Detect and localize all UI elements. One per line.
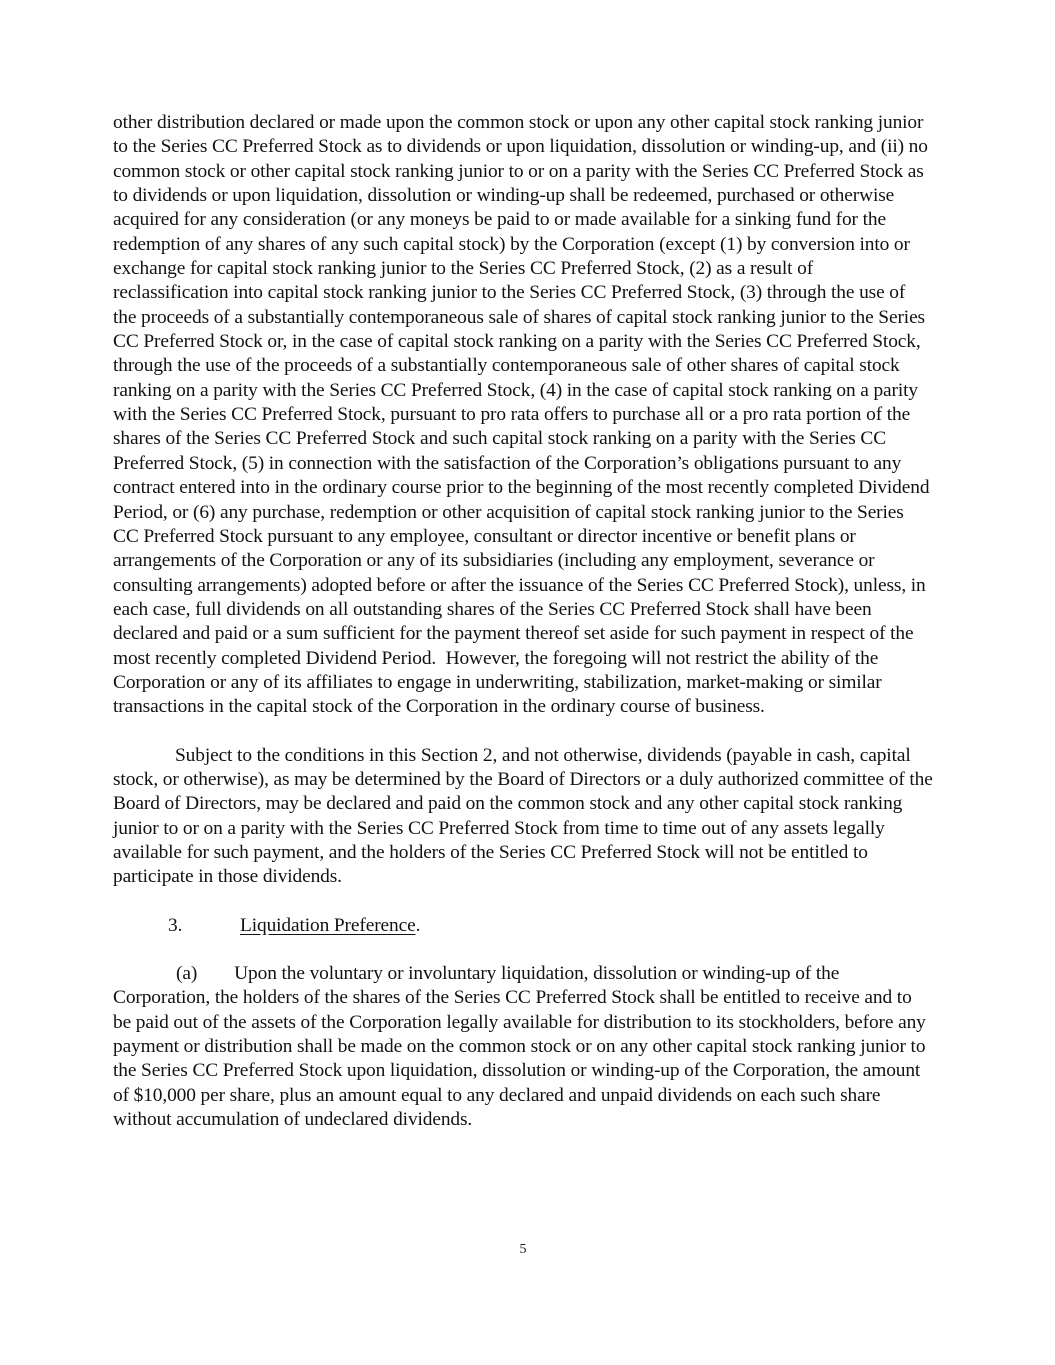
document-body — [113, 111, 933, 1156]
section-title: Liquidation Preference — [240, 914, 416, 936]
paragraph-dividends-junior-stock: Subject to the conditions in this Section 2, and not otherwise, dividends (payable in cash, capital stock, or otherwise), as may be determined by the Board of Directors or a duly authorized committee of the Board of Directors, may be declared and paid on the common stock and any other capital stock ranking junior to or on a parity with the Series CC Preferred Stock from time to time out of any assets legally available for such payment, and the holders of the Series CC Preferred Stock will not be entitled to participate in those dividends. — [113, 744, 933, 888]
paragraph-a-text: Upon the voluntary or involuntary liquidation, dissolution or winding-up of the Corporation, the holders of the shares of the Series CC Preferred Stock shall be entitled to receive and to be paid out of the assets of the Corporation legally available for distribution to its stockholders, before any payment or distribution shall be made on the common stock or on any other capital stock ranking junior to the Series CC Preferred Stock upon liquidation, dissolution or winding-up of the Corporation, the amount of $10,000 per share, plus an amount equal to any declared and unpaid dividends on each such share without accumulation of undeclared dividends. — [113, 963, 926, 1131]
page-number: 5 — [519, 1242, 527, 1257]
section-title-period: . — [415, 914, 421, 936]
section-heading-liquidation-preference — [113, 914, 933, 938]
paragraph-liquidation-a — [113, 962, 933, 1132]
paragraph-a-label: (a) — [176, 963, 198, 984]
paragraph-dividend-restrictions: other distribution declared or made upon the common stock or upon any other capital stock ranking junior to the Series CC Preferred Stock as to dividends or upon liquidation, dissolution or winding-up, and (ii) no common stock or other capital stock ranking junior to or on a parity with the Series CC Preferred Stock as to dividends or upon liquidation, dissolution or winding-up shall be redeemed, purchased or otherwise acquired for any consideration (or any moneys be paid to or made available for a sinking fund for the redemption of any shares of any such capital stock) by the Corporation (except (1) by conversion into or exchange for capital stock ranking junior to the Series CC Preferred Stock, (2) as a result of reclassification into capital stock ranking junior to the Series CC Preferred Stock, (3) through the use of the proceeds of a substantially contemporaneous sale of shares of capital stock ranking junior to the Series CC Preferred Stock or, in the case of capital stock ranking on a parity with the Series CC Preferred Stock, through the use of the proceeds of a substantially contemporaneous sale of other shares of capital stock ranking on a parity with the Series CC Preferred Stock, (4) in the case of capital stock ranking on a parity with the Series CC Preferred Stock, pursuant to pro rata offers to purchase all or a pro rata portion of the shares of the Series CC Preferred Stock and such capital stock ranking on a parity with the Series CC Preferred Stock, (5) in connection with the satisfaction of the Corporation’s obligations pursuant to any contract entered into in the ordinary course prior to the beginning of the most recently completed Dividend Period, or (6) any purchase, redemption or other acquisition of capital stock ranking junior to the Series CC Preferred Stock pursuant to any employee, consultant or director incentive or benefit plans or arrangements of the Corporation or any of its subsidiaries (including any employment, severance or consulting arrangements) adopted before or after the issuance of the Series CC Preferred Stock), unless, in each case, full dividends on all outstanding shares of the Series CC Preferred Stock shall have been declared and paid or a sum sufficient for the payment thereof set aside for such payment in respect of the most recently completed Dividend Period. However, the foregoing will not restrict the ability of the Corporation or any of its affiliates to engage in underwriting, stabilization, market-making or similar transactions in the capital stock of the Corporation in the ordinary course of business. — [113, 112, 930, 718]
section-number: 3. — [168, 914, 183, 936]
